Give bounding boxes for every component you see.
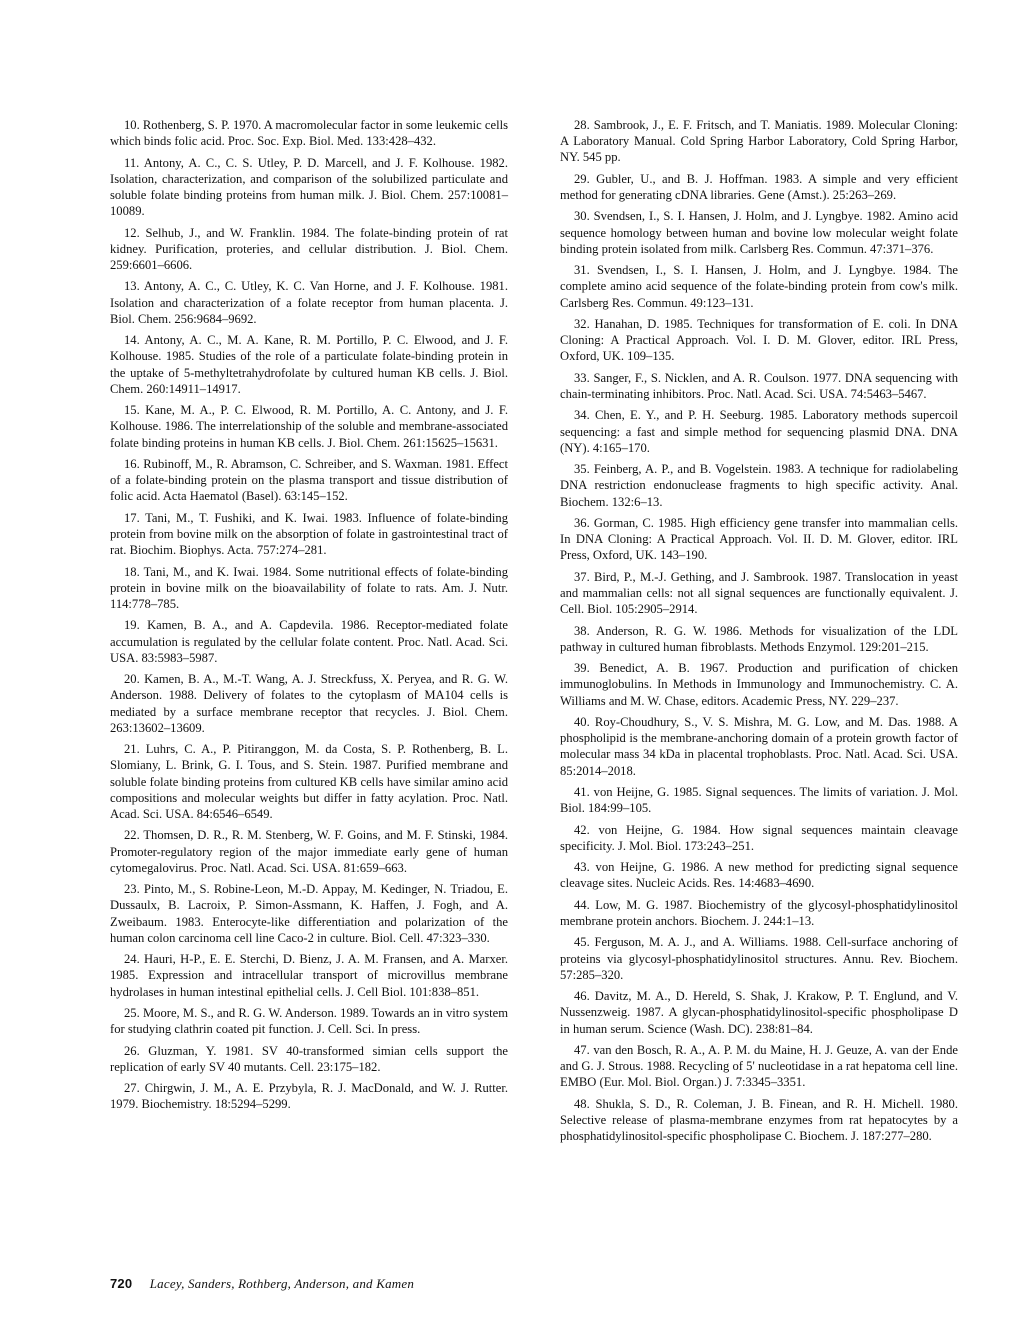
- reference-43: 43. von Heijne, G. 1986. A new method for predicting signal sequence cleavage sites. Nucleic Acids. Res. 14:4683–4690.: [560, 860, 958, 891]
- reference-39: 39. Benedict, A. B. 1967. Production and purification of chicken immunoglobulins. In Methods in Immunology and Immunochemistry. C. A. Williams and M. W. Chase, editors. Academic Press, NY. 229–237.: [560, 661, 958, 708]
- reference-24: 24. Hauri, H-P., E. E. Sterchi, D. Bienz, J. A. M. Fransen, and A. Marxer. 1985. Expression and intracellular transport of microvillus membrane hydrolases in human intestinal epithelial cells. J. Cell Biol. 101:838–851.: [110, 952, 508, 999]
- reference-22: 22. Thomsen, D. R., R. M. Stenberg, W. F. Goins, and M. F. Stinski, 1984. Promoter-regulatory region of the major immediate early gene of human cytomegalovirus. Proc. Natl. Acad. Sci. USA. 81:659–663.: [110, 828, 508, 875]
- reference-42: 42. von Heijne, G. 1984. How signal sequences maintain cleavage specificity. J. Mol. Biol. 173:243–251.: [560, 822, 958, 853]
- reference-46: 46. Davitz, M. A., D. Hereld, S. Shak, J. Krakow, P. T. Englund, and V. Nussenzweig. 1987. A glycan-phosphatidylinositol-specific phospholipase D in human serum. Science (Wash. DC). 238:81–84.: [560, 989, 958, 1036]
- reference-15: 15. Kane, M. A., P. C. Elwood, R. M. Portillo, A. C. Antony, and J. F. Kolhouse. 1986. The interrelationship of the soluble and membrane-associated folate binding proteins in human KB cells. J. Biol. Chem. 261:15625–15631.: [110, 403, 508, 450]
- reference-11: 11. Antony, A. C., C. S. Utley, P. D. Marcell, and J. F. Kolhouse. 1982. Isolation, characterization, and comparison of the solubilized particulate and soluble folate binding proteins from human milk. J. Biol. Chem. 257:10081–10089.: [110, 155, 508, 219]
- reference-17: 17. Tani, M., T. Fushiki, and K. Iwai. 1983. Influence of folate-binding protein from bovine milk on the absorption of folate in gastrointestinal tract of rat. Biochim. Biophys. Acta. 757:274–281.: [110, 510, 508, 558]
- reference-40: 40. Roy-Choudhury, S., V. S. Mishra, M. G. Low, and M. Das. 1988. A phospholipid is the membrane-anchoring domain of a protein growth factor of molecular mass 34 kDa in placental trophoblasts. Proc. Natl. Acad. Sci. USA. 85:2014–2018.: [560, 714, 958, 778]
- reference-16: 16. Rubinoff, M., R. Abramson, C. Schreiber, and S. Waxman. 1981. Effect of a folate-binding protein on the plasma transport and tissue distribution of folic acid. Acta Haematol (Basel). 63:145–152.: [110, 456, 508, 504]
- reference-28: 28. Sambrook, J., E. F. Fritsch, and T. Maniatis. 1989. Molecular Cloning: A Laboratory Manual. Cold Spring Harbor Laboratory, Cold Spring Harbor, NY. 545 pp.: [560, 118, 958, 165]
- reference-31: 31. Svendsen, I., S. I. Hansen, J. Holm, and J. Lyngbye. 1984. The complete amino acid sequence of the folate-binding protein from cow's milk. Carlsberg Res. Commun. 49:123–131.: [560, 263, 958, 310]
- reference-37: 37. Bird, P., M.-J. Gething, and J. Sambrook. 1987. Translocation in yeast and mammalian cells: not all signal sequences are functionally equivalent. J. Cell. Biol. 105:2905–2914.: [560, 569, 958, 617]
- reference-26: 26. Gluzman, Y. 1981. SV 40-transformed simian cells support the replication of early SV 40 mutants. Cell. 23:175–182.: [110, 1043, 508, 1074]
- reference-34: 34. Chen, E. Y., and P. H. Seeburg. 1985. Laboratory methods supercoil sequencing: a fast and simple method for sequencing plasmid DNA. DNA (NY). 4:165–170.: [560, 408, 958, 455]
- reference-32: 32. Hanahan, D. 1985. Techniques for transformation of E. coli. In DNA Cloning: A Practical Approach. Vol. I. D. M. Glover, editor. IRL Press, Oxford, UK. 109–135.: [560, 316, 958, 364]
- reference-44: 44. Low, M. G. 1987. Biochemistry of the glycosyl-phosphatidylinositol membrane protein anchors. Biochem. J. 244:1–13.: [560, 897, 958, 928]
- reference-45: 45. Ferguson, M. A. J., and A. Williams. 1988. Cell-surface anchoring of proteins via glycosyl-phosphatidylinositol structures. Annu. Rev. Biochem. 57:285–320.: [560, 935, 958, 982]
- page-number: 720: [110, 1276, 133, 1291]
- reference-23: 23. Pinto, M., S. Robine-Leon, M.-D. Appay, M. Kedinger, N. Triadou, E. Dussaulx, B. Lacroix, P. Simon-Assmann, K. Haffen, J. Fogh, and A. Zweibaum. 1983. Enterocyte-like differentiation and polarization of the human colon carcinoma cell line Caco-2 in culture. Biol. Cell. 47:323–330.: [110, 882, 508, 945]
- reference-36: 36. Gorman, C. 1985. High efficiency gene transfer into mammalian cells. In DNA Cloning: A Practical Approach. Vol. II. D. M. Glover, editor. IRL Press, Oxford, UK. 143–190.: [560, 515, 958, 563]
- reference-20: 20. Kamen, B. A., M.-T. Wang, A. J. Streckfuss, X. Peryea, and R. G. W. Anderson. 1988. Delivery of folates to the cytoplasm of MA104 cells is mediated by a surface membrane receptor that recycles. J. Biol. Chem. 263:13602–13609.: [110, 672, 508, 735]
- page-footer: [110, 1276, 414, 1292]
- reference-19: 19. Kamen, B. A., and A. Capdevila. 1986. Receptor-mediated folate accumulation is regulated by the cellular folate content. Proc. Natl. Acad. Sci. USA. 83:5983–5987.: [110, 618, 508, 665]
- reference-21: 21. Luhrs, C. A., P. Pitiranggon, M. da Costa, S. P. Rothenberg, B. L. Slomiany, L. Brink, G. I. Tous, and S. Stein. 1987. Purified membrane and soluble folate binding proteins from cultured KB cells have similar amino acid compositions and molecular weights but differ in fatty acylation. Proc. Natl. Acad. Sci. USA. 84:6546–6549.: [110, 742, 508, 821]
- reference-14: 14. Antony, A. C., M. A. Kane, R. M. Portillo, P. C. Elwood, and J. F. Kolhouse. 1985. Studies of the role of a particulate folate-binding protein in the uptake of 5-methyltetrahydrofolate by cultured human KB cells. J. Biol. Chem. 260:14911–14917.: [110, 333, 508, 396]
- reference-35: 35. Feinberg, A. P., and B. Vogelstein. 1983. A technique for radiolabeling DNA restriction endonuclease fragments to high specific activity. Anal. Biochem. 132:6–13.: [560, 462, 958, 509]
- reference-12: 12. Selhub, J., and W. Franklin. 1984. The folate-binding protein of rat kidney. Purification, proteries, and cellular distribution. J. Biol. Chem. 259:6601–6606.: [110, 225, 508, 272]
- reference-29: 29. Gubler, U., and B. J. Hoffman. 1983. A simple and very efficient method for generating cDNA libraries. Gene (Amst.). 25:263–269.: [560, 171, 958, 202]
- reference-41: 41. von Heijne, G. 1985. Signal sequences. The limits of variation. J. Mol. Biol. 184:99–105.: [560, 784, 958, 816]
- reference-47: 47. van den Bosch, R. A., A. P. M. du Maine, H. J. Geuze, A. van der Ende and G. J. Strous. 1988. Recycling of 5' nucleotidase in a rat hepatoma cell line. EMBO (Eur. Mol. Biol. Organ.) J. 7:3345–3351.: [560, 1042, 958, 1090]
- reference-27: 27. Chirgwin, J. M., A. E. Przybyla, R. J. MacDonald, and W. J. Rutter. 1979. Biochemistry. 18:5294–5299.: [110, 1081, 508, 1112]
- reference-18: 18. Tani, M., and K. Iwai. 1984. Some nutritional effects of folate-binding protein in bovine milk on the bioavailability of folate to rats. Am. J. Nutr. 114:778–785.: [110, 564, 508, 611]
- reference-13: 13. Antony, A. C., C. Utley, K. C. Van Horne, and J. F. Kolhouse. 1981. Isolation and characterization of a folate receptor from human placenta. J. Biol. Chem. 256:9684–9692.: [110, 279, 508, 326]
- reference-25: 25. Moore, M. S., and R. G. W. Anderson. 1989. Towards an in vitro system for studying clathrin coated pit function. J. Cell. Sci. In press.: [110, 1005, 508, 1037]
- references-left-column: [110, 117, 508, 1118]
- reference-10: 10. Rothenberg, S. P. 1970. A macromolecular factor in some leukemic cells which binds folic acid. Proc. Soc. Exp. Biol. Med. 133:428–432.: [110, 118, 508, 149]
- reference-48: 48. Shukla, S. D., R. Coleman, J. B. Finean, and R. H. Michell. 1980. Selective release of plasma-membrane enzymes from rat hepatocytes by a phosphatidylinositol-specific phospholipase C. Biochem. J. 187:277–280.: [560, 1096, 958, 1144]
- reference-30: 30. Svendsen, I., S. I. Hansen, J. Holm, and J. Lyngbye. 1982. Amino acid sequence homology between human and bovine low molecular weight folate binding protein isolated from milk. Carlsberg Res. Commun. 47:371–376.: [560, 209, 958, 256]
- reference-33: 33. Sanger, F., S. Nicklen, and A. R. Coulson. 1977. DNA sequencing with chain-terminating inhibitors. Proc. Natl. Acad. Sci. USA. 74:5463–5467.: [560, 370, 958, 401]
- running-authors: Lacey, Sanders, Rothberg, Anderson, and Kamen: [149, 1276, 415, 1291]
- reference-38: 38. Anderson, R. G. W. 1986. Methods for visualization of the LDL pathway in cultured human fibroblasts. Methods Enzymol. 129:201–215.: [560, 623, 958, 654]
- references-right-column: [560, 117, 958, 1150]
